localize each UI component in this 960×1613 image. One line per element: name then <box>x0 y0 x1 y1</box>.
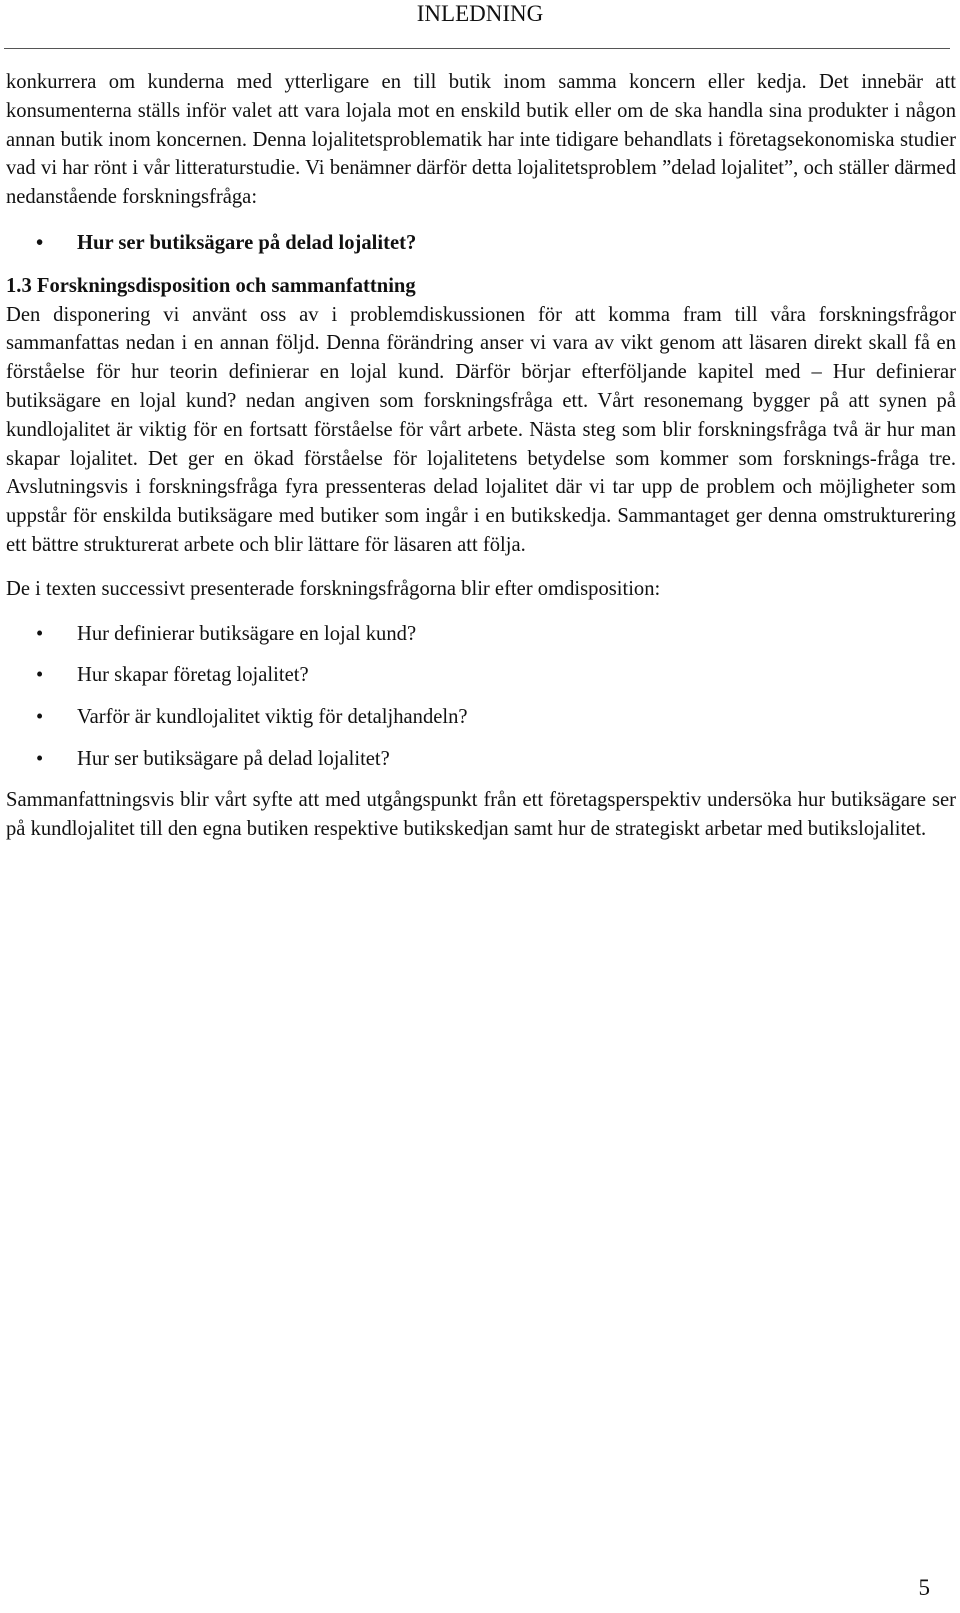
list-item: • Varför är kundlojalitet viktig för detaljhandeln? <box>6 703 956 732</box>
research-question: • Hur ser butiksägare på delad lojalitet? <box>6 229 956 258</box>
list-item: • Hur definierar butiksägare en lojal kund? <box>6 620 956 649</box>
page-number: 5 <box>918 1575 930 1600</box>
header-divider <box>4 48 950 49</box>
list-item: • Hur ser butiksägare på delad lojalitet? <box>6 745 956 774</box>
questions-list <box>6 620 956 774</box>
list-intro: De i texten successivt presenterade forskningsfrågorna blir efter omdisposition: <box>6 577 661 600</box>
list-item: • Hur skapar företag lojalitet? <box>6 661 956 690</box>
summary-paragraph: Sammanfattningsvis blir vårt syfte att med utgångspunkt från ett företagsperspektiv undersöka hur butiksägare ser på kundlojalitet till den egna butiken respektive butikskedjan samt hur de strategiskt arbetar med butikslojalitet. <box>6 788 956 840</box>
page-body <box>6 68 956 843</box>
section-paragraph: Den disponering vi använt oss av i problemdiskussionen för att komma fram till våra forskningsfrågor sammanfattas nedan i en annan följd. Denna förändring anser vi vara av vikt genom att läsaren direkt skall få en förståelse för hur teorin definierar en lojal kund. Därför börjar efterföljande kapitel med – Hur definierar butiksägare en lojal kund? nedan angiven som forskningsfråga ett. Vårt resonemang bygger på att synen på kundlojalitet är viktig för en fortsatt förståelse för vårt arbete. Nästa steg som blir forskningsfråga två är hur man skapar lojalitet. Det ger en ökad förståelse för lojalitetens betydelse som kommer som forsknings-fråga tre. Avslutningsvis i forskningsfråga fyra pressenteras delad lojalitet där vi tar upp de problem och möjligheter som uppstår för enskilda butiksägare med butiker som ingår i en butikskedja. Sammantaget ger denna omstrukturering ett bättre strukturerat arbete och blir lättare för läsaren att följa. <box>6 303 956 556</box>
section-heading: 1.3 Forskningsdisposition och sammanfattning <box>6 274 416 297</box>
page-header: INLEDNING <box>416 1 544 26</box>
intro-paragraph: konkurrera om kunderna med ytterligare en till butik inom samma koncern eller kedja. Det innebär att konsumenterna ställs inför valet att vara lojala mot en enskild butik eller om de ska handla sina produkter i någon annan butik inom koncernen. Denna lojalitetsproblematik har inte tidigare behandlats i företagsekonomiska studier vad vi har rönt i vår litteraturstudie. Vi benämner därför detta lojalitetsproblem ”delad lojalitet”, och ställer därmed nedanstående forskningsfråga: <box>6 71 956 209</box>
research-question-list <box>6 229 956 258</box>
